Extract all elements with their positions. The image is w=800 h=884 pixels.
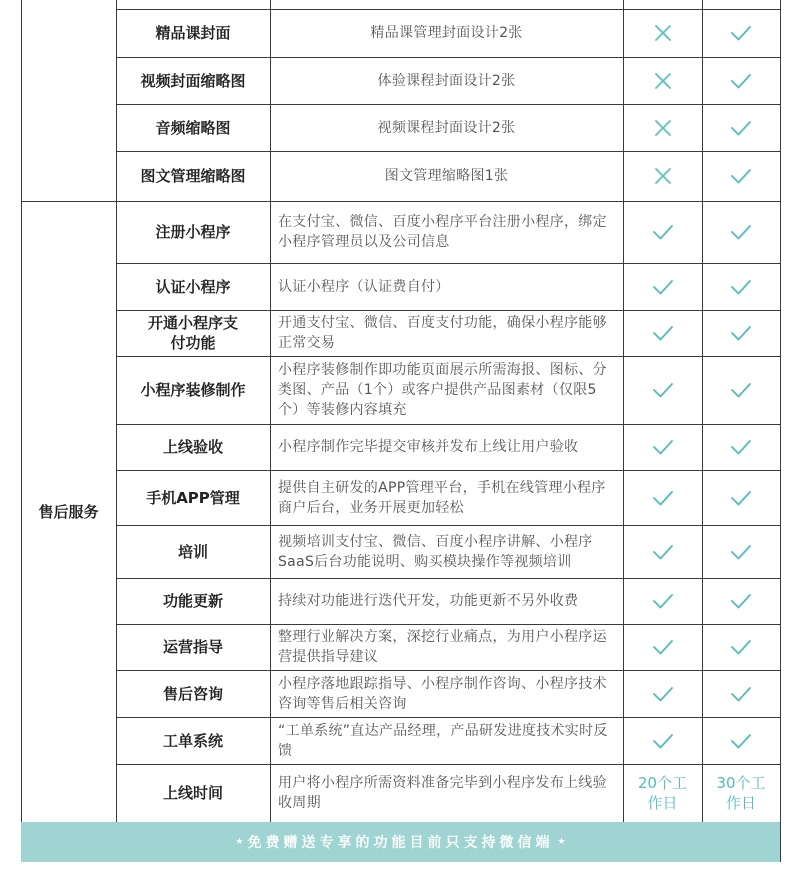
feature-name: 手机APP管理 [146,488,240,507]
feature-cell [116,578,270,624]
feature-name: 培训 [177,542,208,561]
description-cell [270,151,623,201]
basic-plan-cell [623,717,702,764]
star-icon: ★ [235,837,244,847]
description-text: 小程序落地跟踪指导、小程序制作咨询、小程序技术咨询等售后相关咨询 [278,675,607,712]
feature-name: 小程序装修制作 [140,381,246,399]
description-cell [270,764,623,822]
description-cell [270,57,623,104]
description-cell [270,356,623,424]
grid-line [116,670,780,671]
feature-name: 工单系统 [162,731,223,750]
basic-plan-cell [623,525,702,578]
check-icon [652,636,674,658]
grid-line [623,0,624,862]
pro-plan-cell [702,424,780,470]
check-icon [730,487,752,509]
check-icon [730,636,752,658]
grid-line [116,104,780,105]
grid-line [116,470,780,471]
grid-line [116,717,780,718]
description-text: 用户将小程序所需资料准备完毕到小程序发布上线验收周期 [278,775,607,811]
basic-plan-cell [623,470,702,525]
cross-icon [652,22,674,44]
feature-cell [116,470,270,525]
pro-plan-cell [702,0,780,9]
feature-cell [116,624,270,670]
description-text: 认证小程序（认证费自付） [278,278,450,295]
description-cell [270,263,623,310]
feature-name: 开通小程序支付功能 [148,314,239,352]
feature-name: 上线验收 [162,438,223,456]
feature-cell [116,310,270,356]
pro-plan-cell [702,356,780,424]
pro-plan-cell [702,201,780,263]
description-text: 开通支付宝、微信、百度支付功能，确保小程序能够正常交易 [278,315,607,351]
basic-plan-cell [623,424,702,470]
check-icon [652,541,674,563]
grid-line [270,0,271,862]
description-cell [270,424,623,470]
pro-launch-time: 30个工作日 [716,774,766,812]
check-icon [652,590,674,612]
grid-line [116,57,780,58]
check-icon [730,730,752,752]
basic-plan-cell [623,356,702,424]
check-icon [730,117,752,139]
grid-line [21,0,22,862]
feature-name: 认证小程序 [155,277,231,296]
pro-plan-cell [702,525,780,578]
pro-plan-cell [702,9,780,57]
basic-plan-cell [623,9,702,57]
grid-line [116,578,780,579]
check-icon [730,541,752,563]
pro-plan-cell [702,717,780,764]
basic-plan-cell [623,0,702,9]
feature-name: 上线时间 [162,784,223,802]
description-text: 小程序装修制作即功能页面展示所需海报、图标、分类图、产品（1个）或客户提供产品图素材（仅限5个）等装修内容填充 [278,362,607,418]
check-icon [730,165,752,187]
description-cell [270,9,623,57]
group-label-cell [21,0,116,201]
check-icon [730,276,752,298]
basic-plan-cell [623,310,702,356]
description-text: 视频课程封面设计2张 [377,119,516,136]
feature-cell [116,525,270,578]
feature-cell [116,263,270,310]
pro-plan-cell [702,104,780,151]
description-cell [270,717,623,764]
description-text: 在支付宝、微信、百度小程序平台注册小程序，绑定小程序管理员以及公司信息 [278,214,607,250]
check-icon [652,322,674,344]
pro-plan-cell [702,578,780,624]
description-cell [270,201,623,263]
basic-plan-cell [623,263,702,310]
description-text: 图文管理缩略图1张 [384,168,509,184]
feature-name: 图文管理缩略图 [140,167,246,185]
check-icon [652,221,674,243]
basic-plan-cell [623,151,702,201]
check-icon [652,436,674,458]
pro-plan-cell [702,624,780,670]
feature-cell [116,764,270,822]
pro-plan-cell [702,764,780,822]
feature-name: 运营指导 [162,638,223,656]
feature-name: 售后咨询 [162,684,223,703]
basic-plan-cell [623,670,702,717]
pro-plan-cell [702,263,780,310]
description-text: “工单系统”直达产品经理，产品研发进度技术实时反馈 [278,722,608,759]
group-label: 售后服务 [38,503,99,521]
footer-text: 免费赠送专享的功能目前只支持微信端 [247,835,554,851]
pro-plan-cell [702,310,780,356]
feature-cell [116,9,270,57]
description-text: 体验课程封面设计2张 [377,72,516,89]
feature-name: 视频封面缩略图 [140,71,246,90]
grid-line [116,310,780,311]
grid-line [116,263,780,264]
description-cell [270,624,623,670]
check-icon [730,322,752,344]
grid-line [116,9,780,10]
feature-name: 注册小程序 [155,223,231,241]
feature-cell [116,424,270,470]
description-text: 整理行业解决方案，深挖行业痛点，为用户小程序运营提供指导建议 [278,629,607,665]
description-cell [270,525,623,578]
grid-line [21,201,780,202]
description-text: 视频培训支付宝、微信、百度小程序讲解、小程序SaaS后台功能说明、购买模块操作等视频培训 [278,533,593,570]
description-cell [270,310,623,356]
description-text: 持续对功能进行迭代开发，功能更新不另外收费 [278,593,579,609]
check-icon [730,590,752,612]
grid-line [116,624,780,625]
grid-line [116,151,780,152]
basic-plan-cell [623,201,702,263]
feature-name: 精品课封面 [155,24,231,42]
feature-cell [116,717,270,764]
pro-plan-cell [702,470,780,525]
basic-launch-time: 20个工作日 [637,774,688,812]
check-icon [730,22,752,44]
basic-plan-cell [623,104,702,151]
grid-line [780,0,781,862]
check-icon [652,276,674,298]
check-icon [730,436,752,458]
grid-line [116,525,780,526]
check-icon [730,379,752,401]
feature-cell [116,57,270,104]
description-cell [270,0,623,9]
check-icon [652,487,674,509]
feature-cell [116,201,270,263]
basic-plan-cell [623,57,702,104]
check-icon [652,730,674,752]
check-icon [730,221,752,243]
cross-icon [652,117,674,139]
feature-name: 音频缩略图 [155,118,231,137]
feature-cell [116,151,270,201]
check-icon [730,70,752,92]
description-text: 提供自主研发的APP管理平台，手机在线管理小程序商户后台，业务开展更加轻松 [278,479,606,516]
feature-cell [116,670,270,717]
description-text: 小程序制作完毕提交审核并发布上线让用户验收 [278,439,579,455]
pro-plan-cell [702,151,780,201]
cross-icon [652,165,674,187]
cross-icon [652,70,674,92]
description-cell [270,104,623,151]
grid-line [116,0,117,862]
description-text: 精品课管理封面设计2张 [370,25,523,41]
basic-plan-cell [623,624,702,670]
feature-cell [116,0,270,9]
feature-cell [116,356,270,424]
check-icon [730,683,752,705]
grid-line [116,764,780,765]
description-cell [270,578,623,624]
pro-plan-cell [702,57,780,104]
basic-plan-cell [623,764,702,822]
footer-banner [21,822,780,862]
description-cell [270,670,623,717]
basic-plan-cell [623,578,702,624]
feature-cell [116,104,270,151]
star-icon: ★ [557,837,566,847]
group-label-cell [21,201,116,822]
grid-line [702,0,703,862]
check-icon [652,683,674,705]
grid-line [116,356,780,357]
grid-line [116,424,780,425]
feature-name: 功能更新 [162,592,223,610]
check-icon [652,379,674,401]
pro-plan-cell [702,670,780,717]
description-cell [270,470,623,525]
